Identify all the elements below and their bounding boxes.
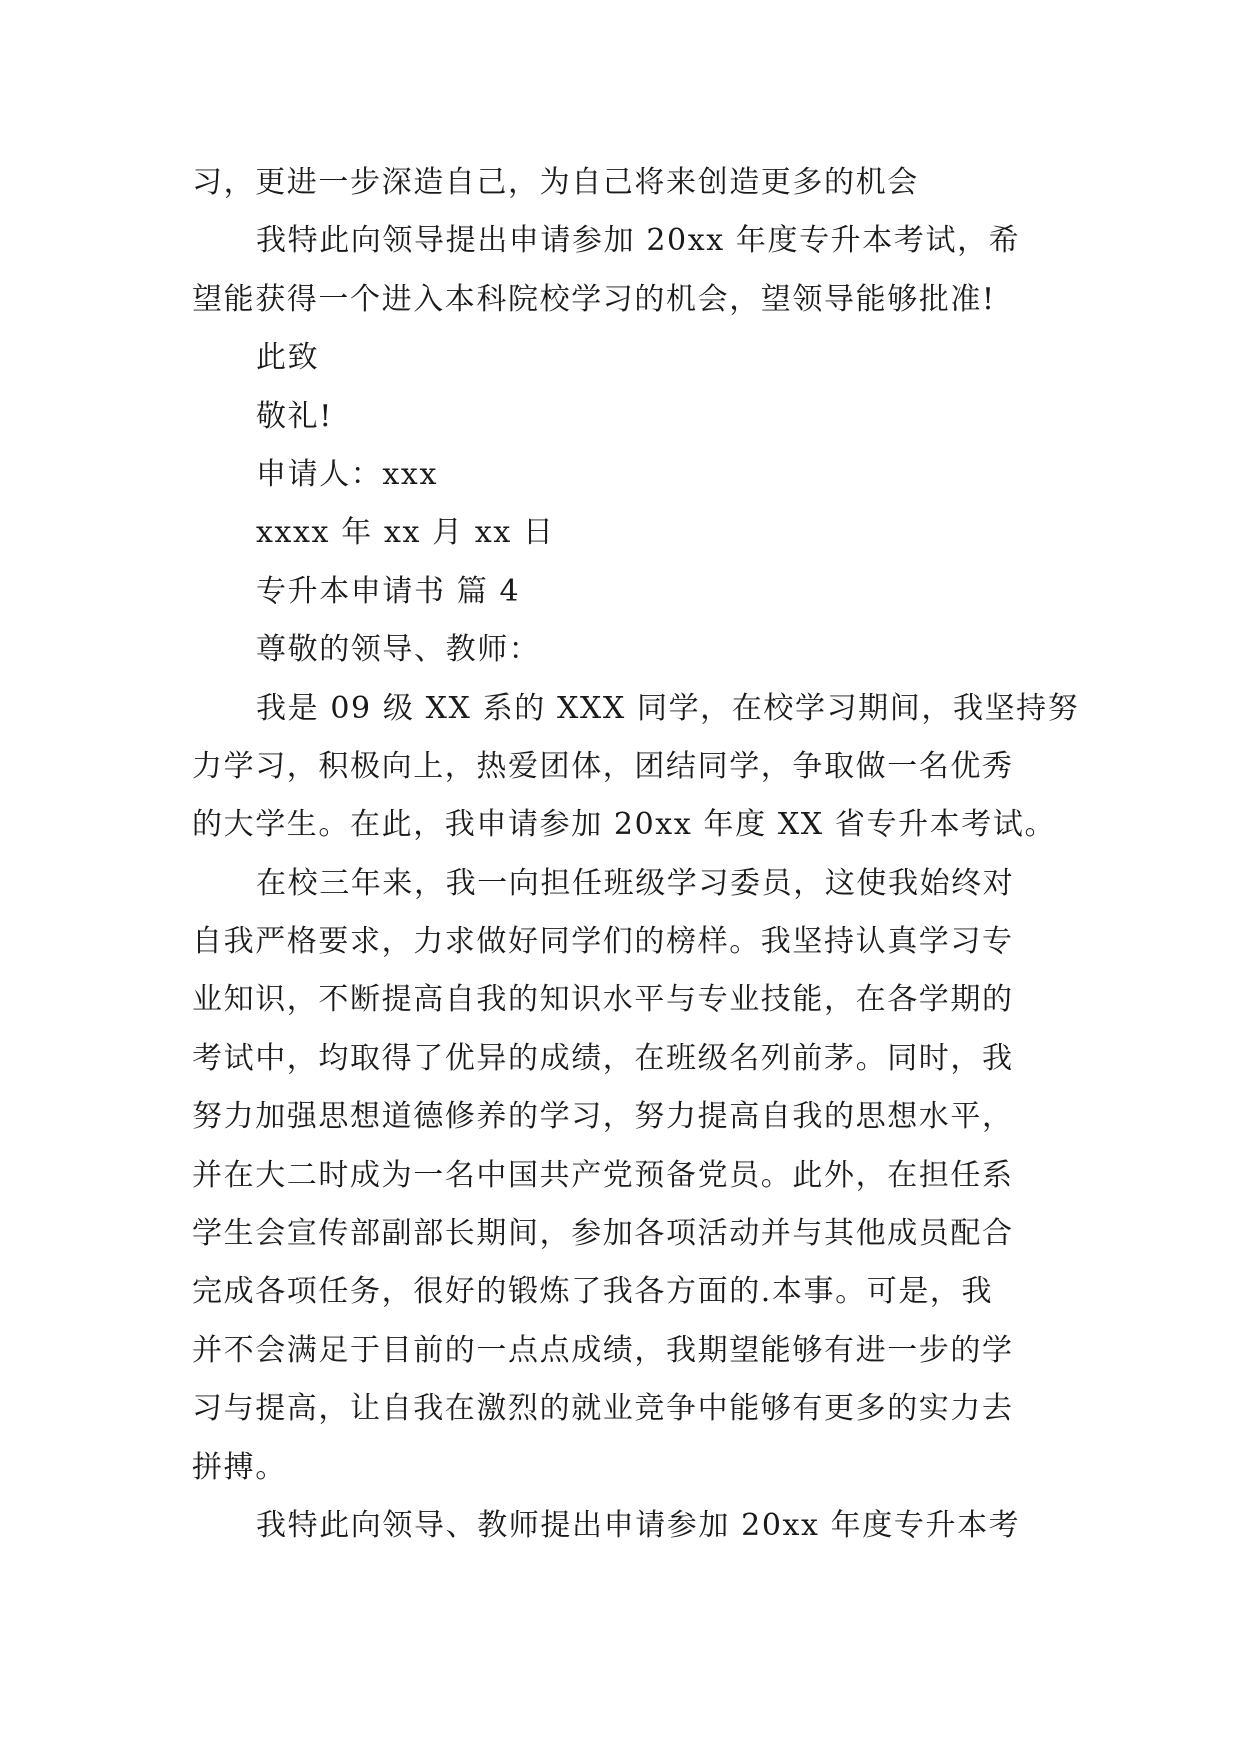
text-line: 我是 09 级 XX 系的 XXX 同学，在校学习期间，我坚持努 (256, 690, 1080, 726)
text-line: 在校三年来，我一向担任班级学习委员，这使我始终对 (256, 865, 1015, 901)
text-line: 完成各项任务，很好的锻炼了我各方面的.本事。可是，我 (192, 1274, 994, 1310)
greeting: 尊敬的领导、教师： (256, 632, 541, 668)
text-line: 学生会宣传部副部长期间，参加各项活动并与其他成员配合 (192, 1216, 1014, 1252)
text-line: 努力加强思想道德修养的学习，努力提高自我的思想水平， (192, 1099, 1014, 1135)
text-line: 并不会满足于目前的一点点成绩，我期望能够有进一步的学 (192, 1332, 1014, 1368)
text-line: 力学习，积极向上，热爱团体，团结同学，争取做一名优秀 (192, 748, 1014, 784)
salutation: 敬礼! (256, 398, 333, 434)
text-line: 自我严格要求，力求做好同学们的榜样。我坚持认真学习专 (192, 924, 1014, 960)
text-line: 考试中，均取得了优异的成绩，在班级名列前茅。同时，我 (192, 1040, 1014, 1076)
text-line: 望能获得一个进入本科院校学习的机会，望领导能够批准! (192, 281, 996, 317)
text-line: 拼搏。 (192, 1449, 287, 1485)
text-line: 我特此向领导提出申请参加 20xx 年度专升本考试，希 (256, 223, 1021, 259)
closing-phrase: 此致 (256, 340, 320, 376)
text-line: 的大学生。在此，我申请参加 20xx 年度 XX 省专升本考试。 (192, 807, 1057, 843)
text-line: 业知识，不断提高自我的知识水平与专业技能，在各学期的 (192, 982, 1014, 1018)
text-line: 习与提高，让自我在激烈的就业竞争中能够有更多的实力去 (192, 1391, 1014, 1427)
text-line: 习，更进一步深造自己，为自己将来创造更多的机会 (192, 165, 919, 200)
text-line: 我特此向领导、教师提出申请参加 20xx 年度专升本考 (256, 1507, 1021, 1543)
text-line: 并在大二时成为一名中国共产党预备党员。此外，在担任系 (192, 1157, 1014, 1193)
section-heading: 专升本申请书 篇 4 (256, 573, 521, 609)
applicant-signature: 申请人：xxx (256, 456, 438, 492)
document-body (192, 154, 1080, 1555)
date-line: xxxx 年 xx 月 xx 日 (256, 515, 555, 551)
